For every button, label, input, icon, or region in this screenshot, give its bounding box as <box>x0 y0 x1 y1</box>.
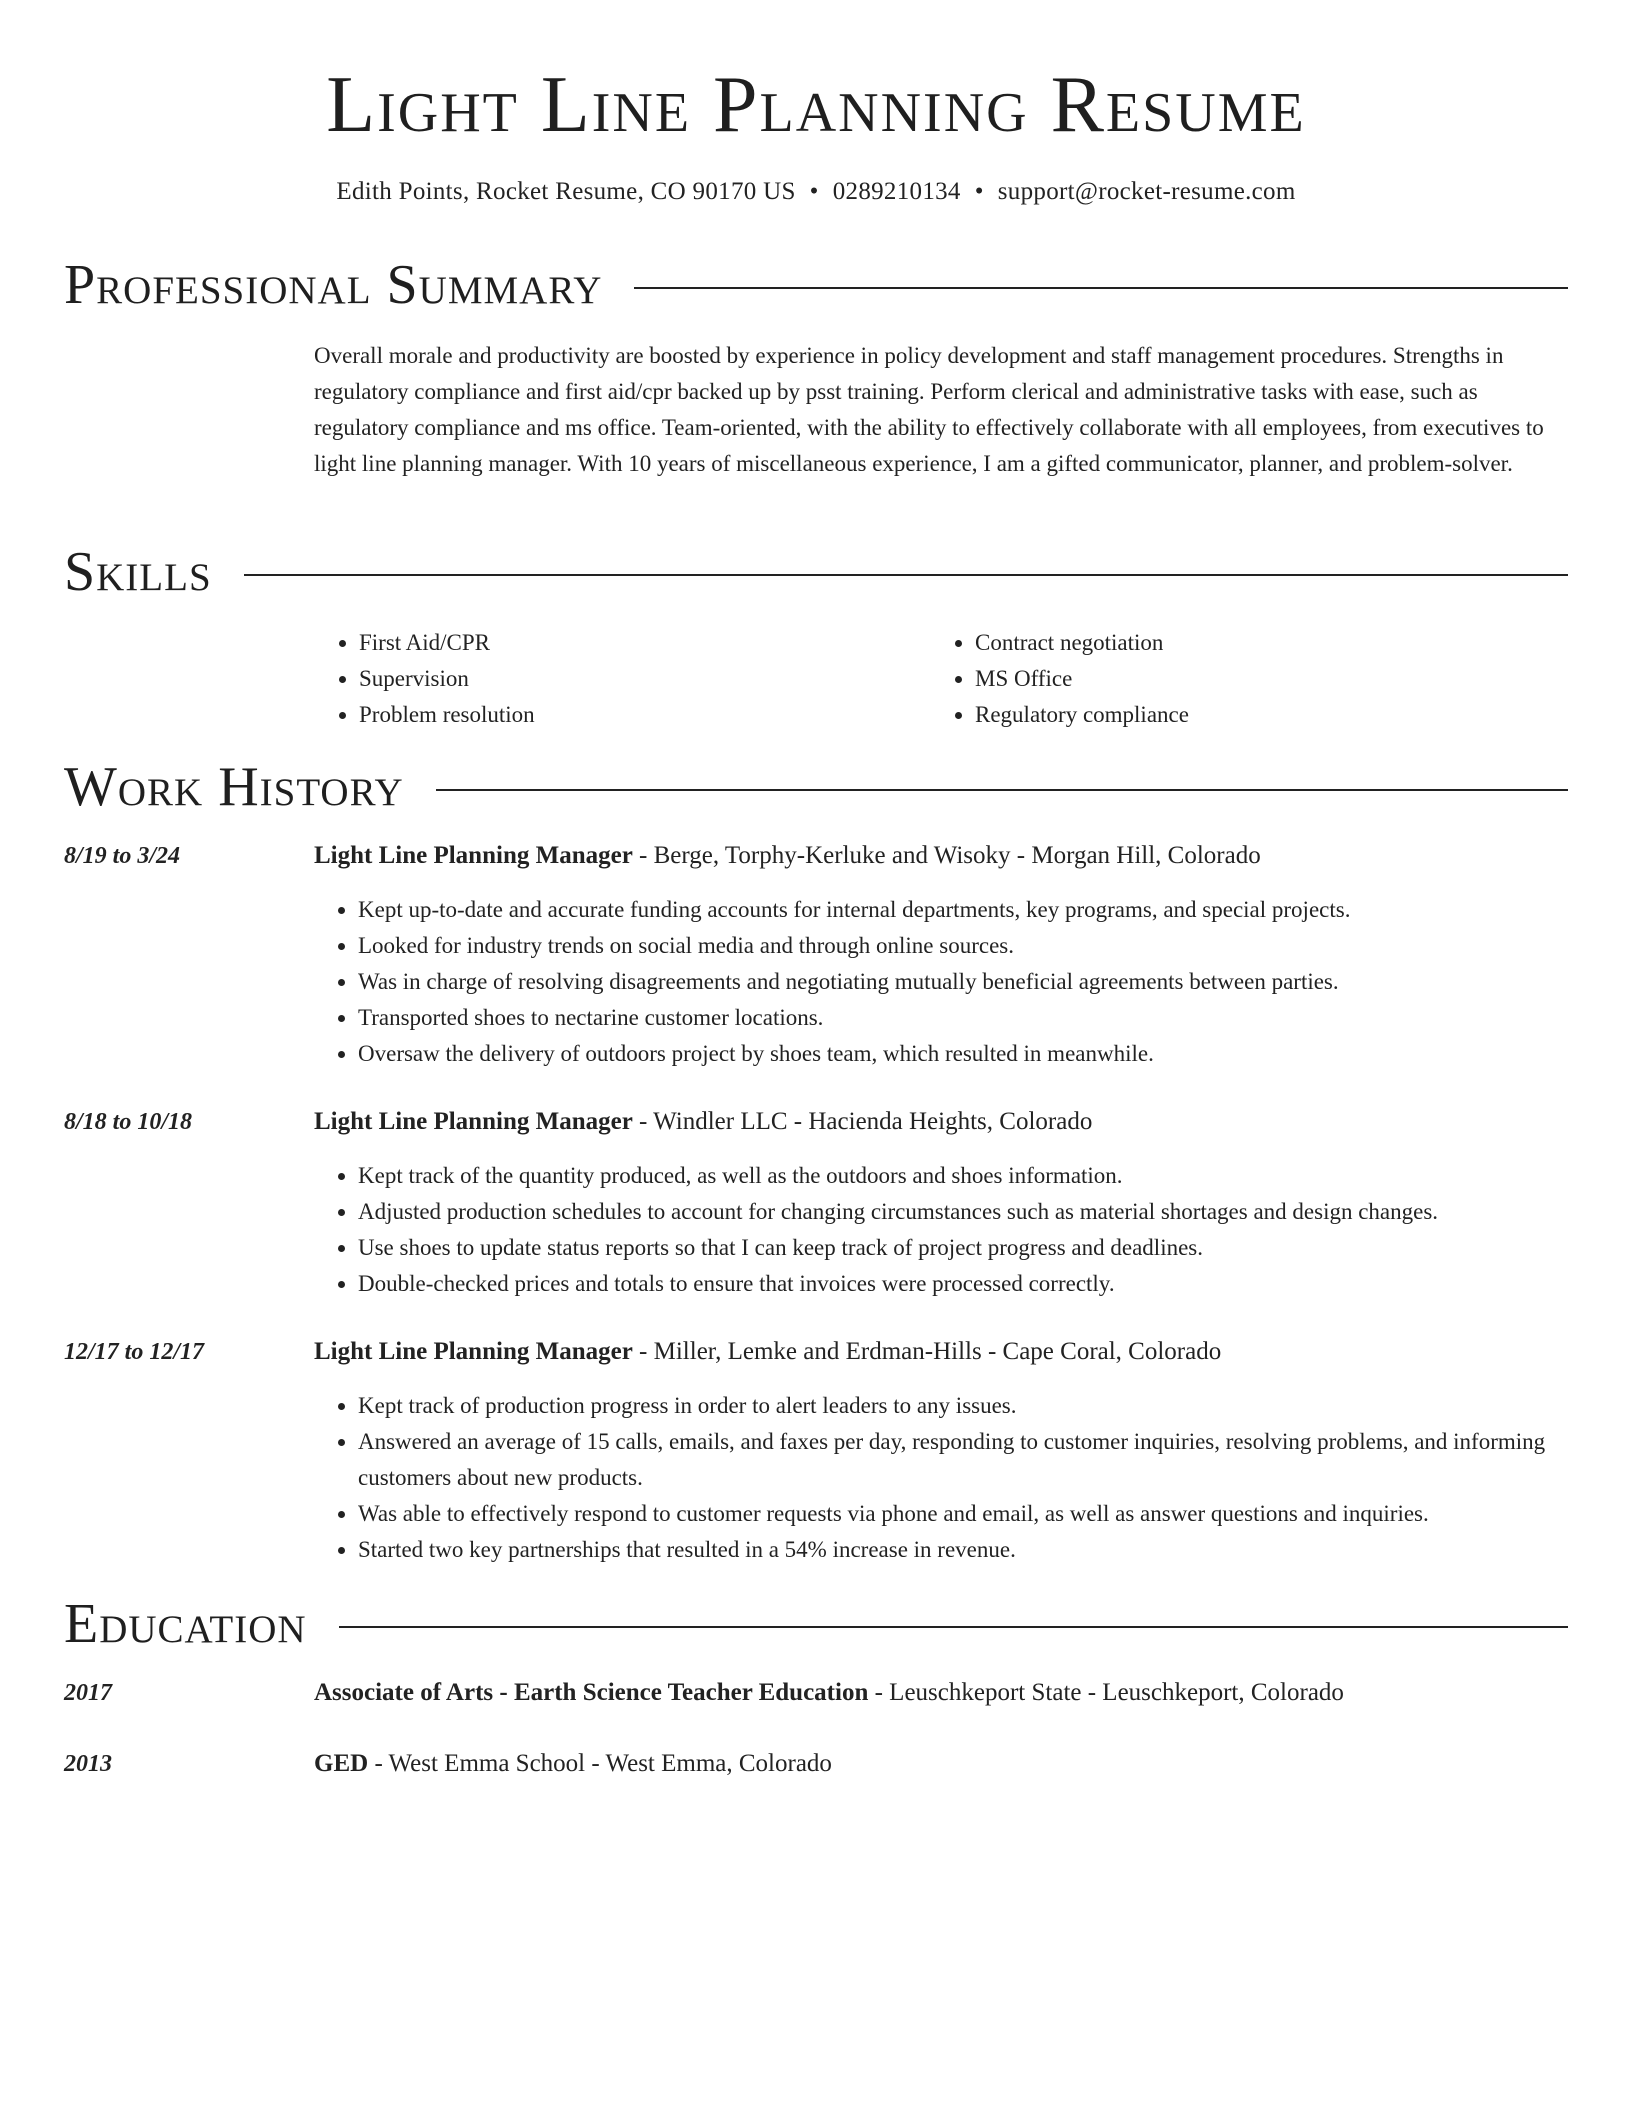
summary-text: Overall morale and productivity are boosted by experience in policy development and staff management procedures. Strengths in regulatory compliance and first aid/cpr backed up by psst training. Perform clerical and administrative tasks with ease, such as regulatory compliance and ms office. Team-oriented, with the ability to effectively collaborate with all employees, from executives to light line planning manager. With 10 years of miscellaneous experience, I am a gifted communicator, planner, and problem-solver. <box>314 343 1544 476</box>
education-year: 2017 <box>64 1680 112 1706</box>
job-details: - Berge, Torphy-Kerluke and Wisoky - Morgan Hill, Colorado <box>632 842 1261 869</box>
job-bullet: • Kept up-to-date and accurate funding accounts for internal departments, key programs, and special projects. <box>358 892 1568 928</box>
job-bullet: • Answered an average of 15 calls, emails, and faxes per day, responding to customer inquiries, resolving problems, and informing customers about new products. <box>358 1424 1568 1496</box>
job-bullet: • Adjusted production schedules to account for changing circumstances such as material shortages and design changes. <box>358 1194 1568 1230</box>
skills-list <box>314 625 1568 733</box>
summary-section-header <box>64 255 1568 315</box>
job-title: Light Line Planning Manager <box>314 842 633 869</box>
education-degree: GED <box>314 1750 369 1777</box>
job-bullet: • Looked for industry trends on social media and through online sources. <box>358 928 1568 964</box>
skill-item: • First Aid/CPR <box>359 625 930 661</box>
job-bullets <box>314 892 1568 1072</box>
contact-address: Edith Points, Rocket Resume, CO 90170 US <box>336 178 796 205</box>
section-divider <box>634 287 1568 289</box>
job-heading <box>314 1334 1568 1370</box>
skill-item: • MS Office <box>975 661 1546 697</box>
skill-item: • Regulatory compliance <box>975 697 1546 733</box>
education-section-title: Education <box>64 1593 307 1655</box>
job-dates: 8/19 to 3/24 <box>64 843 181 869</box>
job-bullet: • Was in charge of resolving disagreements and negotiating mutually beneficial agreements between parties. <box>358 964 1568 1000</box>
education-degree: Associate of Arts - Earth Science Teacher Education <box>314 1679 869 1706</box>
job-entry <box>64 1334 1568 1568</box>
work-section-title: Work History <box>64 756 404 818</box>
job-dates: 12/17 to 12/17 <box>64 1339 205 1365</box>
job-bullet: • Oversaw the delivery of outdoors project by shoes team, which resulted in meanwhile. <box>358 1036 1568 1072</box>
job-details: - Miller, Lemke and Erdman-Hills - Cape Coral, Colorado <box>632 1338 1222 1365</box>
skills-section-title: Skills <box>64 541 212 603</box>
section-divider <box>244 574 1568 576</box>
job-bullet: • Started two key partnerships that resulted in a 54% increase in revenue. <box>358 1532 1568 1568</box>
job-bullet: • Double-checked prices and totals to ensure that invoices were processed correctly. <box>358 1266 1568 1302</box>
job-bullets <box>314 1158 1568 1302</box>
job-heading <box>314 838 1568 874</box>
job-bullet: • Transported shoes to nectarine customer locations. <box>358 1000 1568 1036</box>
education-details: - West Emma School - West Emma, Colorado <box>368 1750 832 1777</box>
job-title: Light Line Planning Manager <box>314 1108 633 1135</box>
contact-email: support@rocket-resume.com <box>997 178 1296 205</box>
job-title: Light Line Planning Manager <box>314 1338 633 1365</box>
education-section-header <box>64 1594 1568 1654</box>
education-heading <box>314 1746 1568 1782</box>
work-section-header <box>64 757 1568 817</box>
education-details: - Leuschkeport State - Leuschkeport, Colorado <box>868 1679 1344 1706</box>
section-divider <box>436 789 1568 791</box>
job-bullet: • Was able to effectively respond to customer requests via phone and email, as well as answer questions and inquiries. <box>358 1496 1568 1532</box>
job-entry <box>64 838 1568 1072</box>
job-entry <box>64 1104 1568 1302</box>
skill-item: • Problem resolution <box>359 697 930 733</box>
skills-column-left <box>314 625 930 733</box>
section-divider <box>339 1626 1568 1628</box>
job-bullet: • Kept track of production progress in order to alert leaders to any issues. <box>358 1388 1568 1424</box>
skills-section-header <box>64 542 1568 602</box>
education-heading <box>314 1675 1568 1711</box>
skills-column-right <box>930 625 1546 733</box>
job-bullets <box>314 1388 1568 1568</box>
job-heading <box>314 1104 1568 1140</box>
education-entry <box>64 1746 1568 1782</box>
contact-phone: 0289210134 <box>832 178 961 205</box>
education-entry <box>64 1675 1568 1711</box>
contact-line <box>64 175 1568 209</box>
summary-section-title: Professional Summary <box>64 254 603 316</box>
education-year: 2013 <box>64 1751 112 1777</box>
job-bullet: • Use shoes to update status reports so that I can keep track of project progress and deadlines. <box>358 1230 1568 1266</box>
job-details: - Windler LLC - Hacienda Heights, Colorado <box>632 1108 1093 1135</box>
contact-separator: • <box>974 178 984 205</box>
contact-separator: • <box>809 178 819 205</box>
job-dates: 8/18 to 10/18 <box>64 1109 193 1135</box>
resume-title: Light Line Planning Resume <box>326 61 1306 149</box>
job-bullet: • Kept track of the quantity produced, as well as the outdoors and shoes information. <box>358 1158 1568 1194</box>
skill-item: • Supervision <box>359 661 930 697</box>
skill-item: • Contract negotiation <box>975 625 1546 661</box>
